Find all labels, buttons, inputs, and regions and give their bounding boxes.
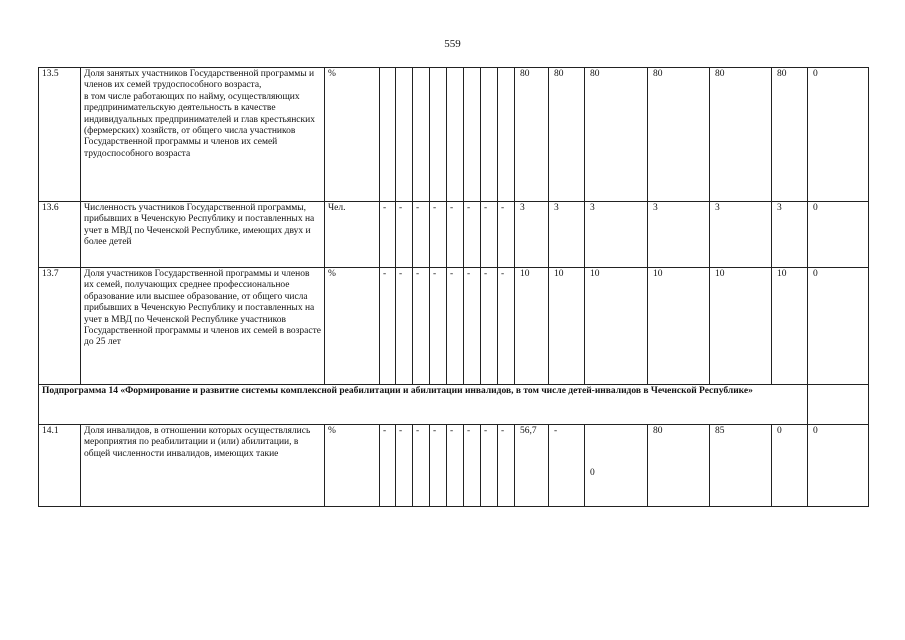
value-cell: 80 [710,68,772,202]
section-row [39,385,869,425]
empty-year-cell: - [413,425,430,507]
row-code: 13.5 [39,68,81,202]
value-low: 0 [590,468,595,478]
value-cell: 10 [772,268,808,385]
value-cell: 3 [772,202,808,268]
value-cell: 0 [808,425,869,507]
empty-year-cell: - [396,425,413,507]
row-unit: % [325,68,380,202]
value-cell: 3 [710,202,772,268]
value-cell: 10 [648,268,710,385]
table-row [39,202,869,268]
row-unit: Чел. [325,202,380,268]
value-cell: - [549,425,585,507]
row-code: 13.6 [39,202,81,268]
empty-year-cell [481,68,498,202]
section-blank [808,385,869,425]
value-cell: 10 [710,268,772,385]
value-cell: 3 [648,202,710,268]
value-cell: 56,7 [515,425,549,507]
value-cell: 80 [549,68,585,202]
value-cell: 0 [808,268,869,385]
empty-year-cell [430,68,447,202]
empty-year-cell: - [380,268,396,385]
row-name: Доля занятых участников Государственной программы и членов их семей трудоспособного возраста, в том числе работающих по найму, осуществляющих предпринимательскую деятельность в качестве индивидуальных предпринимателей и глав крестьянских (фермерских) хозяйств, от общего числа участников Государственной программы и членов их семей трудоспособного возраста [81,68,325,202]
empty-year-cell: - [380,425,396,507]
value-cell: 0 [808,68,869,202]
empty-year-cell [396,68,413,202]
empty-year-cell [413,68,430,202]
row-name: Доля участников Государственной программы и членов их семей, получающих среднее профессиональное образование или высшее образование, от общего числа прибывших в Чеченскую Республику и поставленных на учет в МВД по Чеченской Республике участников Государственной программы и членов их семей в возрасте до 25 лет [81,268,325,385]
value-cell: 85 [710,425,772,507]
section-title: Подпрограмма 14 «Формирование и развитие системы комплексной реабилитации и абилитации инвалидов, в том числе детей-инвалидов в Чеченской Республике» [39,385,808,425]
empty-year-cell: - [380,202,396,268]
value-cell: 80 [772,68,808,202]
empty-year-cell: - [447,202,464,268]
row-unit: % [325,425,380,507]
row-code: 13.7 [39,268,81,385]
empty-year-cell: - [464,425,481,507]
row-name: Доля инвалидов, в отношении которых осуществлялись мероприятия по реабилитации и (или) абилитации, в общей численности инвалидов, имеющих такие [81,425,325,507]
table-row [39,425,869,507]
value-cell: 3 [515,202,549,268]
empty-year-cell: - [481,268,498,385]
empty-year-cell: - [498,202,515,268]
value-cell: 3 [549,202,585,268]
empty-year-cell [498,68,515,202]
empty-year-cell [380,68,396,202]
empty-year-cell: - [430,268,447,385]
empty-year-cell: - [464,268,481,385]
empty-year-cell: - [447,425,464,507]
indicators-table [38,67,869,507]
value-cell: 80 [648,68,710,202]
empty-year-cell [447,68,464,202]
empty-year-cell: - [430,202,447,268]
value-cell [585,425,648,507]
empty-year-cell: - [481,202,498,268]
value-cell: 80 [515,68,549,202]
empty-year-cell: - [447,268,464,385]
empty-year-cell: - [413,268,430,385]
row-code: 14.1 [39,425,81,507]
page-number: 559 [444,38,461,50]
value-cell: 0 [808,202,869,268]
empty-year-cell: - [498,425,515,507]
table-row [39,268,869,385]
empty-year-cell: - [396,202,413,268]
empty-year-cell: - [464,202,481,268]
value-cell: 10 [515,268,549,385]
empty-year-cell: - [430,425,447,507]
value-cell: 80 [585,68,648,202]
empty-year-cell [464,68,481,202]
table-row [39,68,869,202]
row-name: Численность участников Государственной программы, прибывших в Чеченскую Республику и поставленных на учет в МВД по Чеченской Республике, имеющих двух и более детей [81,202,325,268]
empty-year-cell: - [498,268,515,385]
value-cell: 80 [648,425,710,507]
empty-year-cell: - [396,268,413,385]
value-cell: 10 [585,268,648,385]
value-cell: 0 [772,425,808,507]
empty-year-cell: - [481,425,498,507]
empty-year-cell: - [413,202,430,268]
value-cell: 3 [585,202,648,268]
row-unit: % [325,268,380,385]
value-cell: 10 [549,268,585,385]
